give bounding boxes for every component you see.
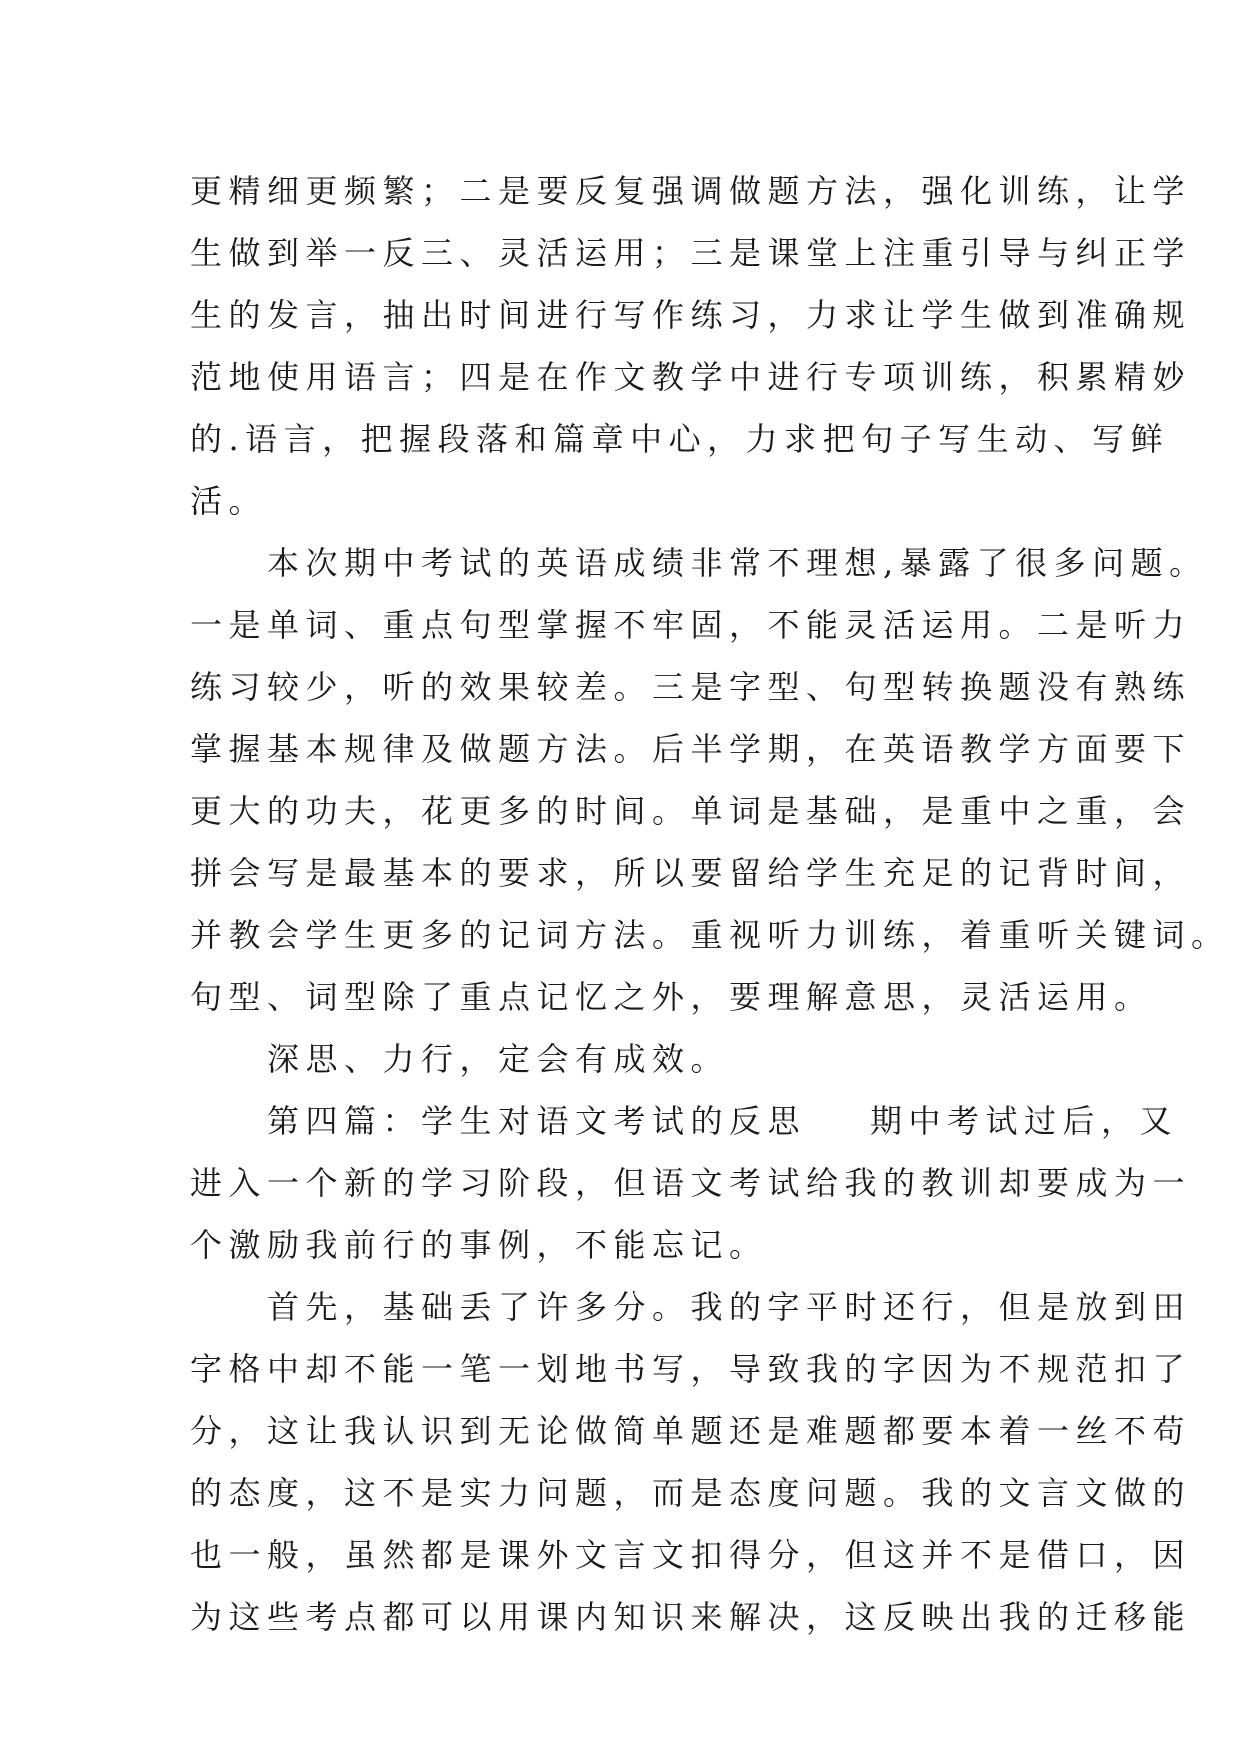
paragraph-4 — [190, 1090, 1192, 1276]
paragraph-3 — [190, 1028, 1050, 1090]
text-line: 并教会学生更多的记词方法。重视听力训练，着重听关键词。 — [190, 916, 1230, 954]
text-line: 范地使用语言；四是在作文教学中进行专项训练，积累精妙 — [190, 358, 1192, 396]
text-line — [190, 1090, 1179, 1152]
text-line: 掌握基本规律及做题方法。后半学期，在英语教学方面要下 — [190, 730, 1192, 768]
text-line: 本次期中考试的英语成绩非常不理想,暴露了很多问题。 — [190, 544, 1208, 582]
text-line: 个激励我前行的事例，不能忘记。 — [190, 1226, 768, 1264]
text-line: 深思、力行，定会有成效。 — [190, 1040, 730, 1078]
text-line: 一是单词、重点句型掌握不牢固，不能灵活运用。二是听力 — [190, 606, 1192, 644]
text-line: 活。 — [190, 482, 268, 520]
text-line: 句型、词型除了重点记忆之外，要理解意思，灵活运用。 — [190, 978, 1153, 1016]
text-line: 的态度，这不是实力问题，而是态度问题。我的文言文做的 — [190, 1474, 1192, 1512]
text-line: 生的发言，抽出时间进行写作练习，力求让学生做到准确规 — [190, 296, 1192, 334]
body-text — [190, 160, 1230, 1648]
text-line: 生做到举一反三、灵活运用；三是课堂上注重引导与纠正学 — [190, 234, 1192, 272]
paragraph-1 — [190, 160, 1192, 532]
text-line: 首先，基础丢了许多分。我的字平时还行，但是放到田 — [190, 1288, 1192, 1326]
section-lead-text: 期中考试过后，又 — [870, 1102, 1179, 1140]
paragraph-5 — [190, 1276, 1192, 1648]
text-line: 练习较少，听的效果较差。三是字型、句型转换题没有熟练 — [190, 668, 1192, 706]
text-line: 分，这让我认识到无论做简单题还是难题都要本着一丝不苟 — [190, 1412, 1192, 1450]
paragraph-2 — [190, 532, 1230, 1028]
section-title: 第四篇：学生对语文考试的反思 — [190, 1102, 807, 1140]
text-line: 更大的功夫，花更多的时间。单词是基础，是重中之重，会 — [190, 792, 1192, 830]
text-line: 为这些考点都可以用课内知识来解决，这反映出我的迁移能 — [190, 1598, 1192, 1636]
text-line: 字格中却不能一笔一划地书写，导致我的字因为不规范扣了 — [190, 1350, 1192, 1388]
text-line: 的.语言，把握段落和篇章中心，力求把句子写生动、写鲜 — [190, 420, 1170, 458]
text-line: 更精细更频繁；二是要反复强调做题方法，强化训练，让学 — [190, 172, 1192, 210]
text-line: 也一般，虽然都是课外文言文扣得分，但这并不是借口，因 — [190, 1536, 1192, 1574]
text-line: 进入一个新的学习阶段，但语文考试给我的教训却要成为一 — [190, 1164, 1192, 1202]
text-line: 拼会写是最基本的要求，所以要留给学生充足的记背时间， — [190, 854, 1192, 892]
